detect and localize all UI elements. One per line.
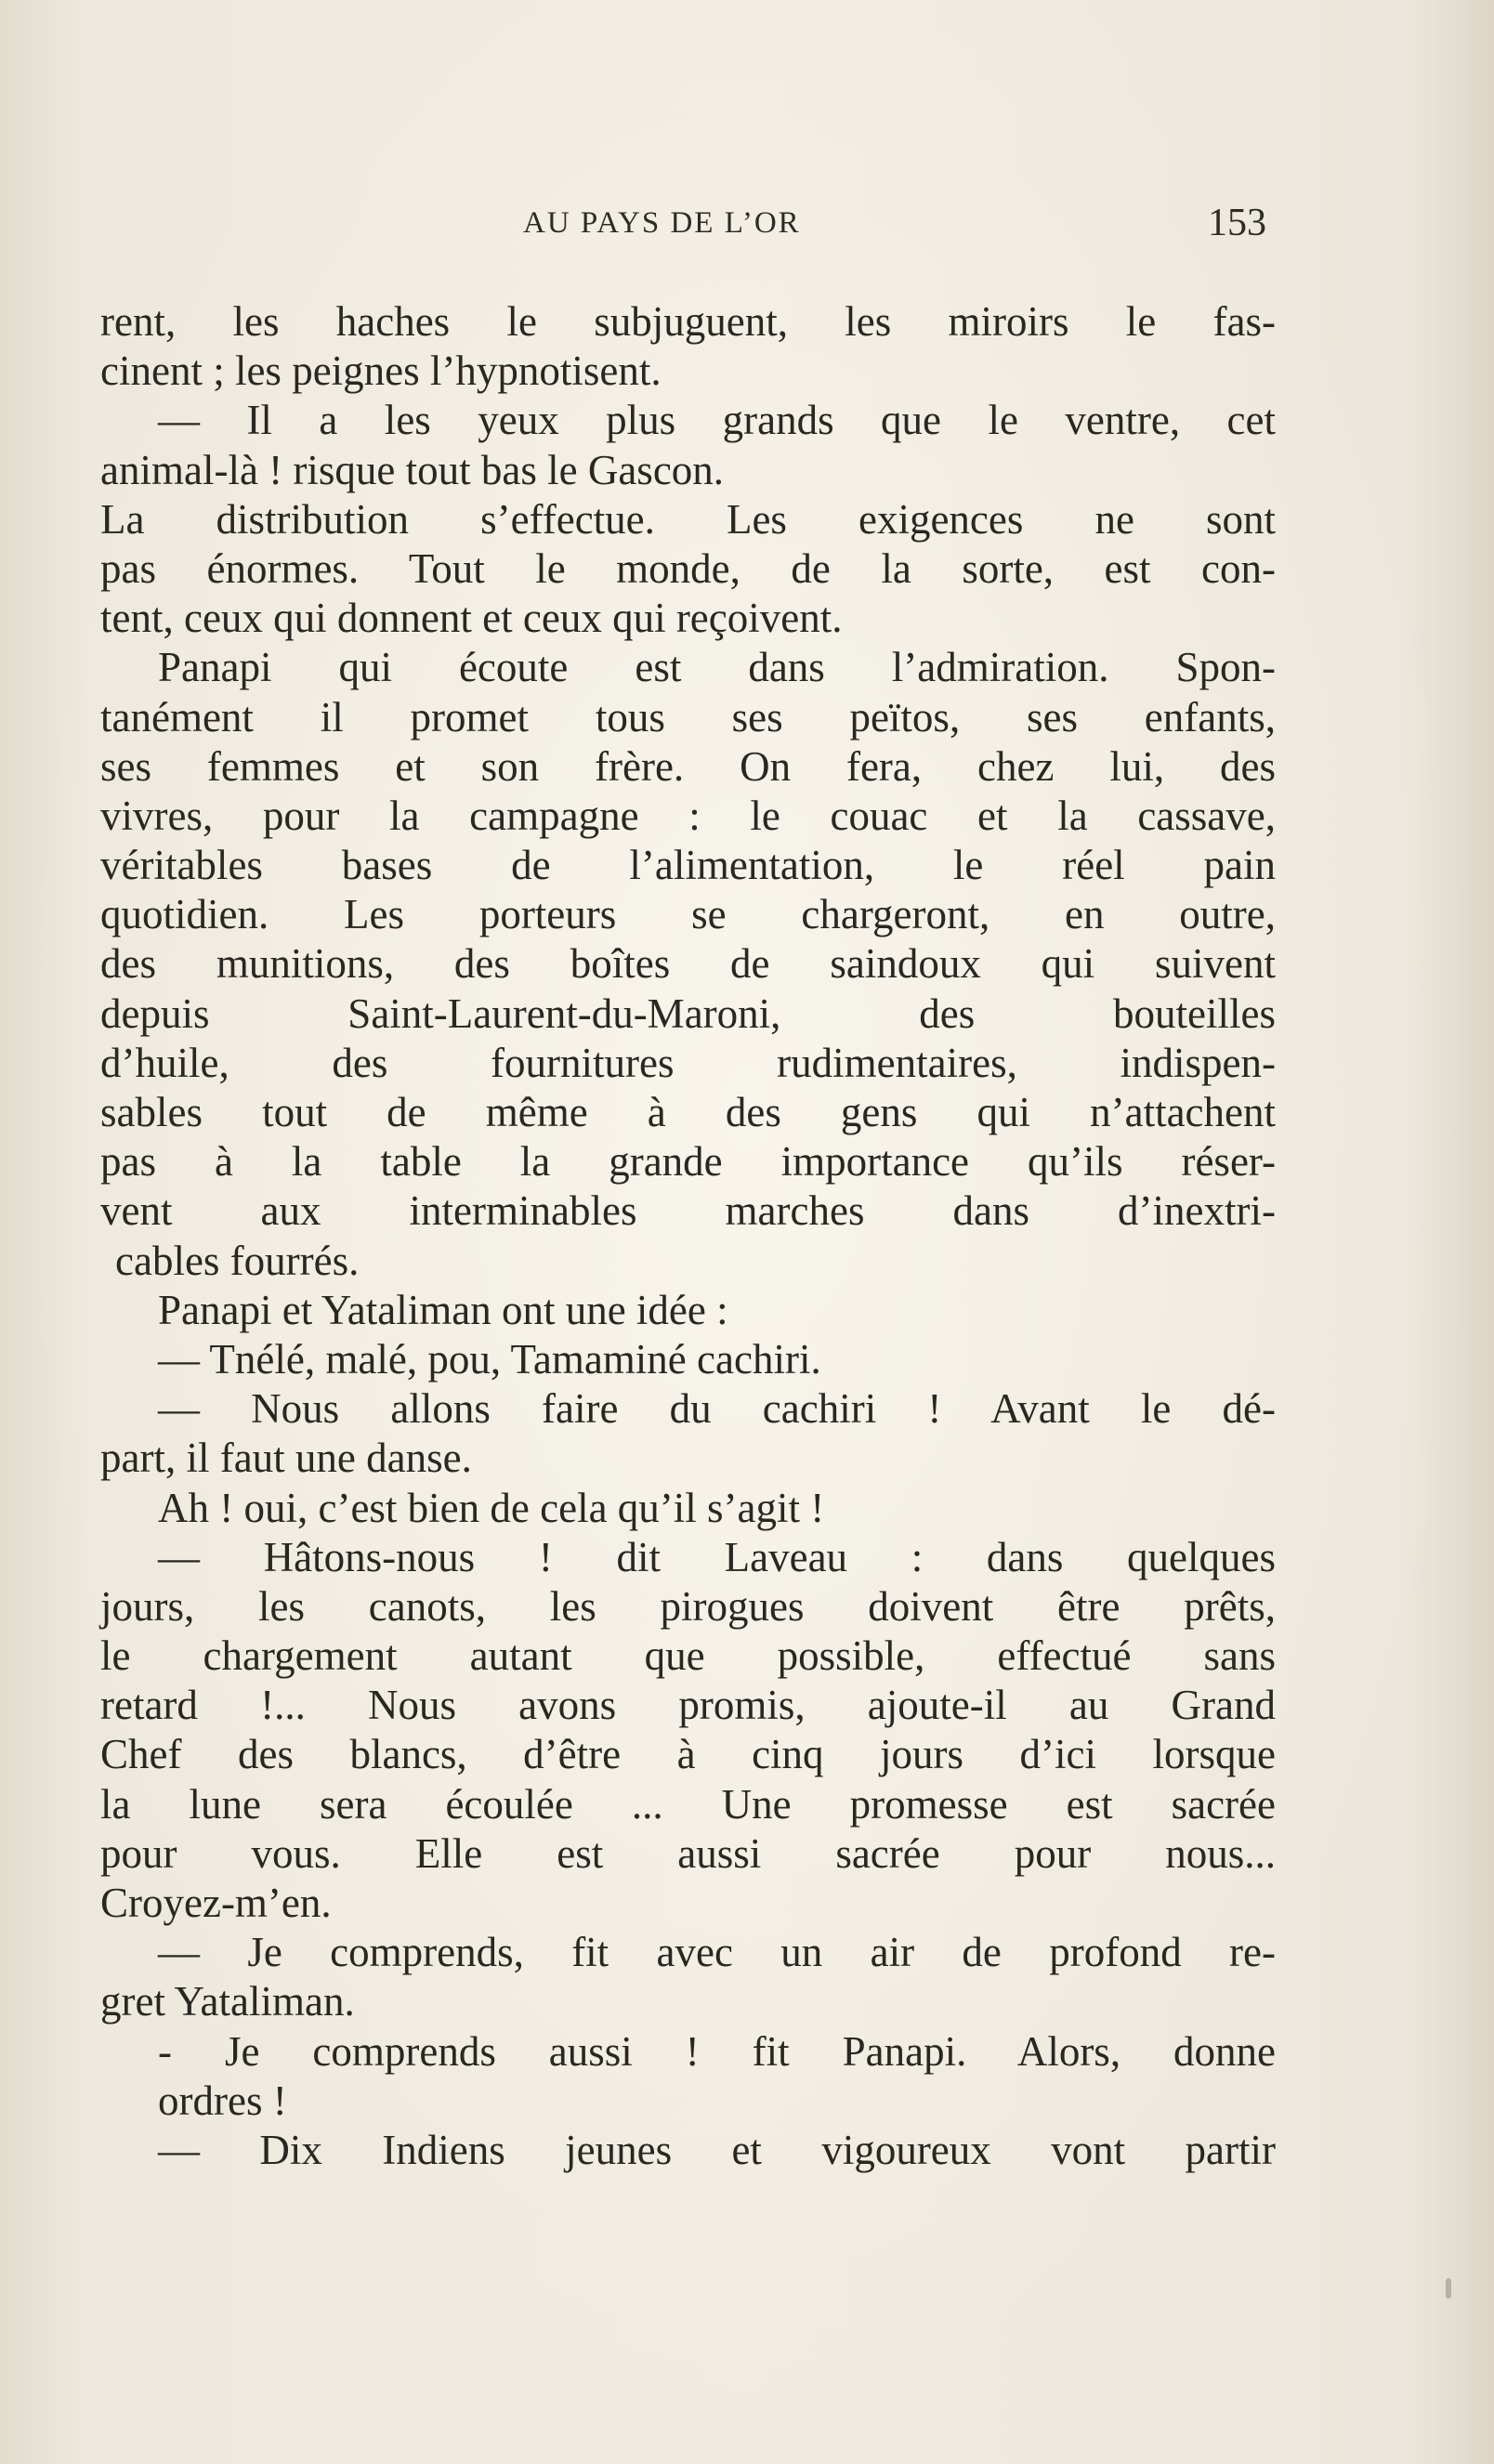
text-line: tent, ceux qui donnent et ceux qui reçoivent. [100,595,843,642]
text-line: Panapi et Yataliman ont une idée : [158,1286,728,1333]
text-line: cables fourrés. [115,1237,360,1284]
text-line: pas énormes. Tout le monde, de la sorte, est con- [100,544,1276,592]
text-line: animal-là ! risque tout bas le Gascon. [100,446,725,493]
text-line: vivres, pour la campagne : le couac et la cassave, [100,792,1276,839]
text-line: la lune sera écoulée ... Une promesse est sacrée [100,1780,1276,1828]
text-line: retard !... Nous avons promis, ajoute-il au Grand [100,1682,1276,1729]
text-line: — Hâtons-nous ! dit Laveau : dans quelques [158,1533,1276,1580]
text-line: La distribution s’effectue. Les exigences ne sont [100,495,1276,543]
text-line: pas à la table la grande importance qu’ils réser- [100,1138,1276,1186]
text-line: Chef des blancs, d’être à cinq jours d’ici lorsque [100,1731,1276,1778]
text-line: pour vous. Elle est aussi sacrée pour nous... [100,1829,1276,1877]
text-line: — Nous allons faire du cachiri ! Avant le dé- [158,1385,1276,1433]
text-line: — Tnélé, malé, pou, Tamaminé cachiri. [158,1335,821,1383]
text-line: ses femmes et son frère. On fera, chez lui, des [100,742,1276,790]
text-line: ordres ! [158,2077,287,2124]
text-line: - Je comprends aussi ! fit Panapi. Alors, donne [158,2027,1276,2075]
body-text [100,297,1276,2175]
text-line: tanément il promet tous ses peïtos, ses enfants, [100,693,1276,741]
text-line: — Il a les yeux plus grands que le ventre, cet [158,397,1276,444]
text-line: jours, les canots, les pirogues doivent être prêts, [100,1582,1276,1630]
text-line: le chargement autant que possible, effectué sans [100,1632,1276,1680]
text-line: gret Yataliman. [100,1978,355,2025]
text-line: véritables bases de l’alimentation, le réel pain [100,842,1276,889]
text-line: cinent ; les peignes l’hypnotisent. [100,347,662,395]
text-line: sables tout de même à des gens qui n’attachent [100,1089,1276,1135]
text-line: part, il faut une danse. [100,1435,472,1482]
text-line: vent aux interminables marches dans d’inextri- [100,1187,1276,1235]
paper-speck [1446,2278,1451,2299]
text-line: d’huile, des fournitures rudimentaires, indispen- [100,1039,1276,1086]
text-line: depuis Saint-Laurent-du-Maroni, des bouteilles [100,990,1276,1037]
text-line: — Dix Indiens jeunes et vigoureux vont partir [158,2126,1276,2173]
text-line: des munitions, des boîtes de saindoux qui suivent [100,940,1276,988]
text-line: — Je comprends, fit avec un air de profond re- [158,1929,1276,1976]
text-line: Ah ! oui, c’est bien de cela qu’il s’agit ! [158,1484,825,1531]
running-head: AU PAYS DE L’OR [523,206,801,240]
text-line: Panapi qui écoute est dans l’admiration. Spon- [158,644,1276,691]
text-line: quotidien. Les porteurs se chargeront, en outre, [100,891,1276,938]
text-line: Croyez-m’en. [100,1880,332,1926]
page-number: 153 [1208,202,1266,244]
text-line: rent, les haches le subjuguent, les miroirs le fas- [100,298,1276,345]
